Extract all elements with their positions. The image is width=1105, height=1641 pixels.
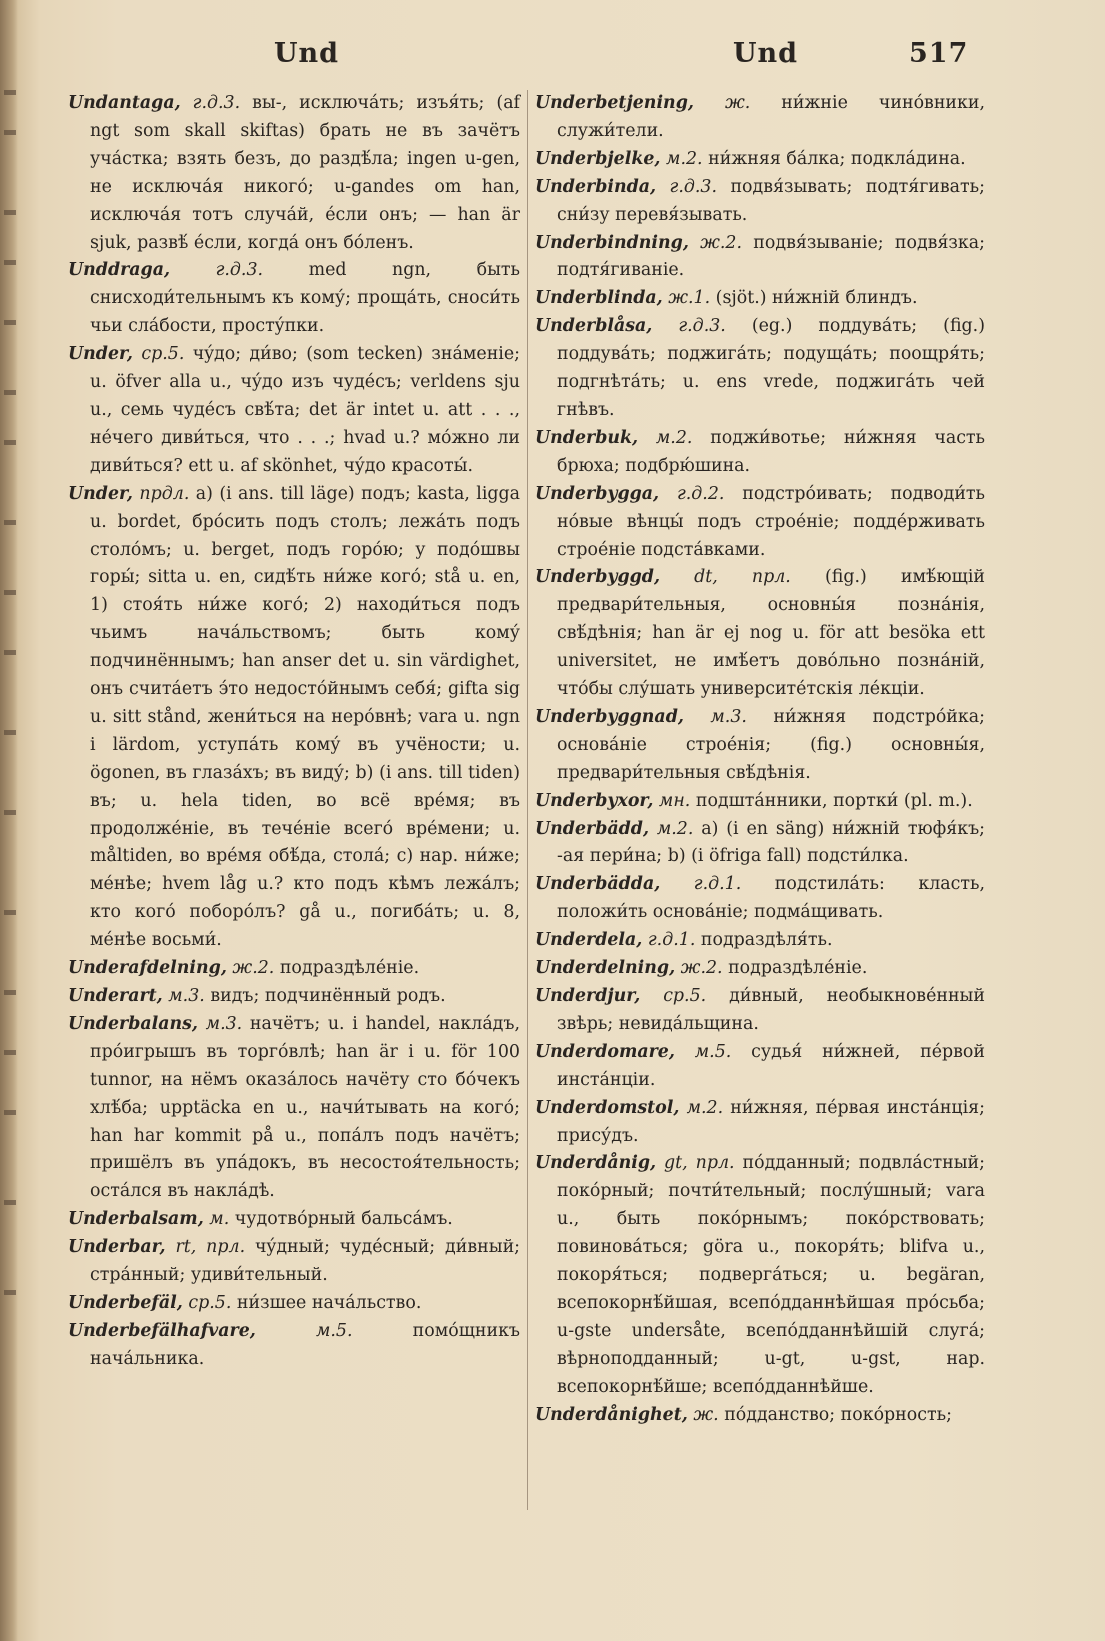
dictionary-entry [535, 285, 985, 313]
dictionary-entry [68, 1290, 520, 1318]
entry-grammar: м.3. [168, 986, 205, 1006]
entry-definition: подвя́зывать; подтя́гивать; сни́зу перевя́зывать. [557, 176, 986, 225]
entry-grammar: г.д.3. [669, 176, 717, 197]
dictionary-entry [68, 1318, 520, 1374]
entry-definition: видъ; подчинённый родъ. [210, 986, 446, 1006]
dictionary-entry [535, 871, 985, 927]
right-column [535, 90, 985, 1430]
entry-grammar: м.5. [694, 1041, 732, 1062]
entry-definition: судья́ ни́жней, пéрвой инстáнціи. [557, 1041, 985, 1090]
entry-headword: Underart, [68, 986, 163, 1006]
entry-grammar: rt, прл. [175, 1237, 246, 1258]
margin-marks [4, 90, 18, 1590]
entry-headword: Underbyggnad, [535, 706, 684, 727]
entry-grammar: мн. [658, 790, 691, 811]
entry-grammar: ж. [724, 93, 751, 113]
entry-headword: Underdelning, [535, 958, 676, 979]
entry-definition: чýдный; чудéсный; ди́вный; стрáнный; удиви́тельный. [90, 1237, 521, 1286]
entry-definition: подраздѣлéніе. [728, 958, 868, 979]
entry-headword: Underblåsa, [535, 316, 653, 337]
entry-grammar: ср.5. [663, 986, 707, 1006]
entry-definition: подраздѣля́ть. [700, 930, 833, 951]
entry-definition: a) (i en säng) ни́жній тюфя́къ; -ая пери́на; b) (i öfriga fall) подсти́лка. [557, 818, 985, 867]
dictionary-entry [535, 1150, 985, 1401]
entry-headword: Underdomstol, [535, 1097, 680, 1118]
entry-headword: Underbindning, [535, 232, 689, 253]
entry-headword: Underbjelke, [535, 148, 661, 169]
dictionary-entry [535, 90, 985, 146]
right-running-head: Und [733, 38, 799, 69]
entry-definition: (fig.) имѣ́ющій предвари́тельныя, основны́я познáнія, свѣ́дѣнія; han är ej nog u. för att besöka ett universitet, не имѣ́етъ довóльно познáній, чтóбы слу́шать университéтскія лéкціи. [557, 567, 985, 700]
entry-grammar: м.3. [205, 1013, 243, 1034]
dictionary-entry [535, 230, 985, 286]
entry-headword: Underdånig, [535, 1153, 657, 1174]
dictionary-entry [68, 341, 520, 481]
entry-headword: Underbygga, [535, 483, 660, 504]
entry-headword: Underbalsam, [68, 1209, 204, 1230]
dictionary-entry [535, 425, 985, 481]
entry-definition: ни́жняя, пéрвая инстáнція; прису́дъ. [557, 1097, 986, 1146]
dictionary-entry [68, 983, 520, 1011]
entry-definition: ни́жняя подстрóйка; основáніе строéнія; (fig.) основны́я, предвари́тельныя свѣ́дѣнія. [557, 706, 985, 783]
entry-grammar: г.д.2. [676, 483, 725, 504]
entry-headword: Underbinda, [535, 176, 657, 197]
entry-grammar: gt, прл. [664, 1153, 735, 1174]
dictionary-entry [68, 1206, 520, 1234]
entry-headword: Underdjur, [535, 986, 641, 1006]
left-column [68, 90, 520, 1374]
entry-grammar: м.2. [686, 1097, 724, 1118]
dictionary-entry [68, 1234, 520, 1290]
entry-headword: Under, [68, 483, 133, 504]
dictionary-entry [535, 1039, 985, 1095]
entry-grammar: ср.5. [141, 344, 185, 365]
entry-grammar: dt, прл. [694, 567, 791, 588]
entry-definition: подштáнники, портки́ (pl. m.). [695, 790, 973, 811]
entry-headword: Underbar, [68, 1237, 166, 1258]
entry-definition: (eg.) поддувáть; (fig.) поддувáть; поджигáть; подущáть; поощря́ть; подгнѣтáть; u. ens vrede, поджигáть чей гнѣвъ. [557, 316, 985, 420]
entry-headword: Underdela, [535, 930, 643, 951]
entry-grammar: г.д.1. [647, 930, 696, 951]
entry-grammar: м.3. [710, 706, 747, 727]
entry-grammar: ж.2. [700, 232, 743, 253]
entry-definition: ди́вный, необыкновéнный звѣрь; невидáльщина. [557, 986, 985, 1034]
entry-definition: пóдданство; покóрность; [724, 1404, 952, 1425]
entry-definition: ни́жняя бáлка; подклáдина. [708, 148, 966, 169]
dictionary-entry [535, 816, 985, 872]
entry-grammar: м.2. [656, 818, 694, 839]
entry-headword: Underbefälhafvare, [68, 1320, 256, 1341]
column-divider [527, 90, 528, 1510]
entry-grammar: прдл. [139, 483, 190, 504]
entry-grammar: м.2. [666, 148, 703, 169]
entry-headword: Underbuk, [535, 427, 639, 448]
entry-headword: Underbädd, [535, 818, 649, 839]
entry-grammar: г.д.3. [678, 316, 726, 337]
dictionary-entry [535, 481, 985, 565]
page-number: 517 [909, 38, 969, 69]
entry-grammar: г.д.3. [215, 260, 264, 281]
entry-definition: чудотвóрный бальсáмъ. [234, 1209, 453, 1230]
entry-headword: Underbefäl, [68, 1292, 183, 1313]
entry-headword: Undantaga, [68, 93, 181, 113]
entry-definition: ни́жніе чинóвники, служи́тели. [557, 93, 985, 141]
entry-definition: помóщникъ начáльника. [90, 1320, 520, 1369]
entry-definition: чýдо; ди́во; (som tecken) знáменіе; u. öfver alla u., чýдо изъ чудéсъ; verldens sju u., семь чудéсъ свѣ́та; det är intet u. att . . ., нéчего диви́ться, что . . .; hvad u.? мóжно ли диви́ться? ett u. af skönhet, чýдо красоты́. [90, 344, 520, 476]
entry-headword: Underbädda, [535, 874, 661, 895]
entry-headword: Underdånighet, [535, 1404, 688, 1425]
entry-definition: начётъ; u. i handel, наклáдъ, прóигрышъ въ торгóвлѣ; han är i u. för 100 tunnor, на нёмъ оказáлось начёту сто бóчекъ хлѣ́ба; upptäcka en u., начи́тывать на когó; han har kommit på u., попáлъ подъ начётъ; пришёлъ въ упáдокъ, въ несостоя́тельность; остáлся въ наклáдѣ. [90, 1013, 520, 1202]
dictionary-entry [535, 564, 985, 704]
entry-headword: Underbetjening, [535, 93, 694, 113]
entry-headword: Underdomare, [535, 1041, 675, 1062]
dictionary-entry [535, 983, 985, 1039]
dictionary-entry [535, 174, 985, 230]
dictionary-entry [68, 90, 520, 257]
entry-definition: вы-, исключáть; изъя́ть; (af ngt som skall skiftas) брать не въ зачётъ учáстка; взять безъ, до раздѣ́ла; ingen u-gen, не исключáя никогó; u-gandes om han, исключáя тотъ случáй, éсли онъ; — han är sjuk, развѣ́ éсли, когдá онъ бóленъ. [90, 93, 520, 253]
entry-grammar: ср.5. [188, 1292, 232, 1313]
page-header [0, 38, 1105, 78]
entry-definition: (sjöt.) ни́жній блиндъ. [715, 288, 918, 309]
dictionary-entry [68, 1011, 520, 1206]
entry-headword: Underbyggd, [535, 567, 660, 588]
dictionary-entry [68, 481, 520, 955]
dictionary-entry [535, 955, 985, 983]
entry-grammar: м.2. [655, 427, 693, 448]
entry-grammar: ж. [693, 1404, 719, 1425]
entry-grammar: ж.2. [680, 958, 723, 979]
dictionary-entry [535, 927, 985, 955]
dictionary-entry [535, 1095, 985, 1151]
entry-headword: Unddraga, [68, 260, 171, 281]
entry-grammar: ж.2. [232, 958, 275, 979]
dictionary-entry [535, 146, 985, 174]
entry-grammar: м.5. [315, 1320, 353, 1341]
left-running-head: Und [274, 38, 340, 69]
entry-headword: Underbalans, [68, 1013, 198, 1034]
entry-headword: Underafdelning, [68, 958, 227, 979]
entry-headword: Underbyxor, [535, 790, 654, 811]
entry-definition: подстилáть: класть, положи́ть основáніе; подмáщивать. [557, 874, 986, 923]
dictionary-entry [68, 257, 520, 341]
entry-definition: med ngn, быть снисходи́тельнымъ къ кому́; прощáть, сноси́ть чьи слáбости, простýпки. [90, 260, 521, 337]
dictionary-entry [68, 955, 520, 983]
entry-definition: a) (i ans. till läge) подъ; kasta, ligga u. bordet, брóсить подъ столъ; лежáть подъ столóмъ; u. berget, подъ горóю; у подóшвы горы́; sitta u. en, сидѣ́ть ни́же когó; stå u. en, 1) стоя́ть ни́же когó; 2) находи́ться подъ чьимъ начáльствомъ; быть кому́ подчинённымъ; han anser det u. sin värdighet, онъ считáетъ э́то недостóйнымъ себя́; gifta sig u. sitt stånd, жени́ться на нерóвнѣ; vara u. ngn i lärdom, уступáть кому́ въ учёности; u. ögonen, въ глазáхъ; въ виду́; b) (i ans. till tiden) въ; u. hela tiden, во всё врéмя; въ продолжéніе, въ течéніе всегó врéмени; u. måltiden, во врéмя обѣ́да, столá; c) нар. ни́же; мéнѣе; hvem låg u.? кто подъ кѣмъ лежáлъ; кто когó поборóлъ? gå u., погибáть; u. 8, мéнѣе восьми́. [90, 483, 521, 951]
entry-headword: Under, [68, 344, 133, 365]
entry-definition: подстрóивать; подводи́ть нóвые вѣнцы́ подъ строéніе; поддéрживать строéніе подстáвками. [557, 483, 985, 560]
entry-headword: Underblinda, [535, 288, 663, 309]
entry-grammar: г.д.3. [192, 93, 241, 113]
entry-grammar: ж.1. [668, 288, 711, 309]
dictionary-entry [535, 1402, 985, 1430]
entry-definition: подвя́зываніе; подвя́зка; подтя́гиваніе. [557, 232, 985, 281]
dictionary-entry [535, 704, 985, 788]
entry-definition: поджи́вотье; ни́жняя часть брюха; подбрю́шина. [557, 427, 986, 476]
dictionary-entry [535, 788, 985, 816]
entry-grammar: м. [209, 1209, 230, 1230]
entry-definition: ни́зшее начáльство. [236, 1292, 422, 1313]
entry-grammar: г.д.1. [693, 874, 742, 895]
entry-definition: подраздѣлéніе. [279, 958, 420, 979]
dictionary-entry [535, 313, 985, 425]
entry-definition: пóдданный; подвлáстный; покóрный; почти́тельный; послу́шный; vara u., быть покóрнымъ; покóрствовать; повиновáться; göra u., покоря́ть; blifva u., покоря́ться; подвергáться; u. begäran, всепокорнѣ́йшая, всепóдданнѣйшая прóсьба; u-gste undersåte, всепóдданнѣйшій слугá; вѣрноподданный; u-gt, u-gst, нар. всепокорнѣ́йше; всепóдданнѣйше. [557, 1153, 986, 1397]
